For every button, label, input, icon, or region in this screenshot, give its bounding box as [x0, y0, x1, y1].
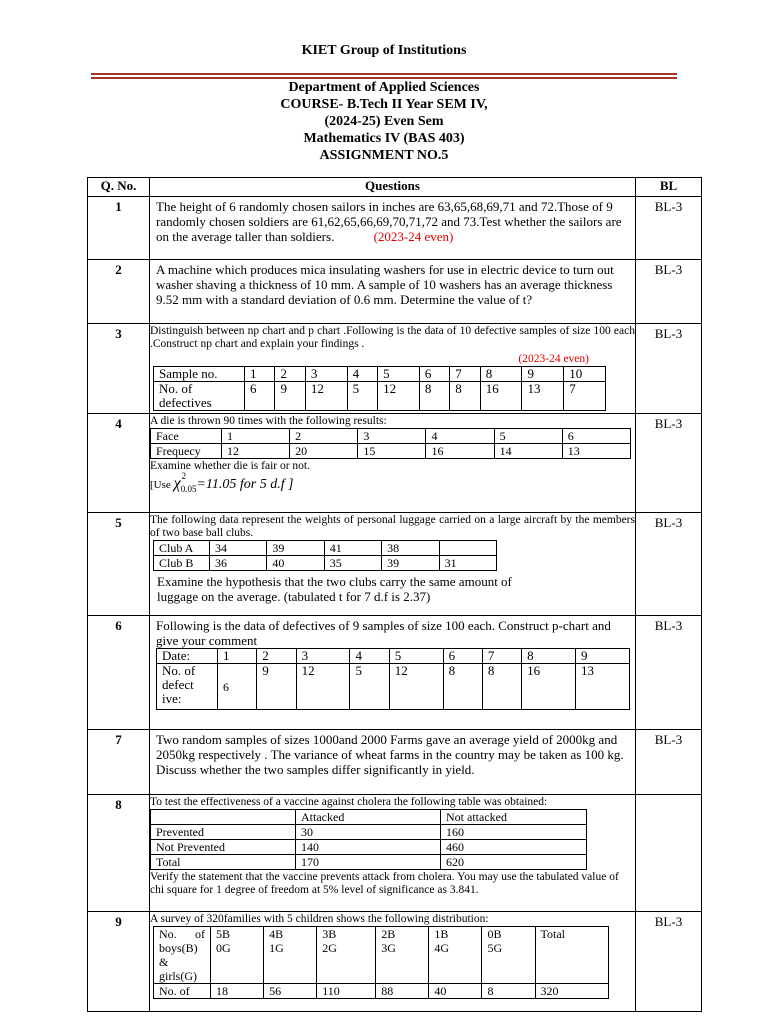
cell: 8 — [482, 664, 521, 710]
bl-level: BL-3 — [636, 616, 702, 730]
cell: 13 — [576, 664, 630, 710]
q4-intro: A die is thrown 90 times with the following results: — [150, 415, 387, 427]
cell: 620 — [441, 855, 587, 870]
cell: 40 — [429, 984, 482, 999]
row-label: No. of boys(B) & girls(G) — [154, 927, 211, 984]
cell: 160 — [441, 825, 587, 840]
question-text — [150, 616, 636, 730]
question-number: 8 — [88, 795, 150, 912]
q9-intro: A survey of 320families with 5 children shows the following distribution: — [150, 913, 489, 925]
question-text — [150, 414, 636, 513]
cell: 8 — [419, 382, 449, 411]
cell: 4 — [350, 649, 389, 664]
cell: 41 — [324, 541, 381, 556]
cell: 30 — [296, 825, 441, 840]
cat-b: 0B — [487, 927, 502, 941]
cat-b: 3B — [322, 927, 337, 941]
question-row-3 — [88, 324, 702, 414]
cell: 18 — [211, 984, 264, 999]
department-title: Department of Applied Sciences — [288, 80, 480, 95]
cell: 3 — [305, 367, 347, 382]
row-label: Club A — [154, 541, 210, 556]
bl-header: BL — [636, 178, 702, 197]
cell — [429, 927, 482, 984]
cell: 170 — [296, 855, 441, 870]
cell: 16 — [480, 382, 522, 411]
cell: 39 — [382, 556, 439, 571]
question-number: 7 — [88, 730, 150, 795]
q8-data-table — [150, 809, 587, 870]
q5-intro: The following data represent the weights of personal luggage carried on a large aircraft by the members of two base ball clubs. — [150, 514, 635, 539]
cell: 20 — [290, 444, 358, 459]
q3-tag: (2023-24 even) — [518, 353, 589, 365]
cell: 5 — [350, 664, 389, 710]
table-row — [154, 382, 606, 411]
cell: 10 — [564, 367, 606, 382]
cell: 5 — [389, 649, 443, 664]
cell: 8 — [522, 649, 576, 664]
qno-header: Q. No. — [88, 178, 150, 197]
table-row — [151, 855, 587, 870]
bl-level: BL-3 — [636, 414, 702, 513]
question-number: 1 — [88, 197, 150, 260]
cat-b: 4B — [269, 927, 284, 941]
question-row-7 — [88, 730, 702, 795]
cat-b: 5B — [216, 927, 231, 941]
row-label: Prevented — [151, 825, 296, 840]
question-text: Two random samples of sizes 1000and 2000 Farms gave an average yield of 2000kg and 2050kg respectively . The variance of wheat farms in the country may be taken as 100 kg. Discuss whether the two samples differ significantly in yield. — [150, 730, 636, 795]
cell: 12 — [222, 444, 290, 459]
question-row-2 — [88, 260, 702, 324]
table-row — [154, 367, 606, 382]
q4-use-prefix: [Use — [150, 479, 171, 491]
question-row-6 — [88, 616, 702, 730]
cell: 8 — [480, 367, 522, 382]
cell: 12 — [389, 664, 443, 710]
cell: 56 — [264, 984, 317, 999]
question-row-4 — [88, 414, 702, 513]
q9-data-table — [153, 926, 609, 999]
row-label: Sample no. — [154, 367, 245, 382]
cell: 4 — [426, 429, 494, 444]
course-title: COURSE- B.Tech II Year SEM IV, — [280, 97, 488, 112]
question-text: A machine which produces mica insulating washers for use in electric device to turn out washer shaving a thickness of 10 mm. A sample of 10 washers has an average thickness 9.52 mm with a standard deviation of 0.6 mm. Determine the value of t? — [150, 260, 636, 324]
chi-sup: 2 — [181, 471, 187, 481]
cat-g: 4G — [434, 941, 450, 955]
q5-after: Examine the hypothesis that the two clubs carry the same amount of luggage on the average. (tabulated t for 7 d.f is 2.37) — [157, 574, 512, 604]
cell: 9 — [522, 367, 564, 382]
cell: 7 — [564, 382, 606, 411]
cell: 6 — [245, 382, 275, 411]
cell: 38 — [382, 541, 439, 556]
table-row — [157, 664, 630, 710]
question-row-9 — [88, 912, 702, 1012]
cell: 35 — [324, 556, 381, 571]
cell: 3 — [358, 429, 426, 444]
cell: 8 — [443, 664, 482, 710]
bl-level: BL-3 — [636, 912, 702, 1012]
row-label: Not Prevented — [151, 840, 296, 855]
cell — [151, 810, 296, 825]
header-rule-top — [91, 73, 677, 75]
cat-g: 1G — [269, 941, 284, 955]
q4-formula-text: =11.05 for 5 d.f ] — [196, 477, 294, 492]
cell: 2 — [290, 429, 358, 444]
row-label: No. of defectives — [154, 382, 245, 411]
cell: 5 — [494, 429, 562, 444]
q8-intro: To test the effectiveness of a vaccine against cholera the following table was obtained: — [150, 796, 548, 808]
bl-level — [636, 795, 702, 912]
cell: 88 — [376, 984, 429, 999]
cell: 6 — [562, 429, 630, 444]
row-label: Club B — [154, 556, 210, 571]
cell: 1 — [222, 429, 290, 444]
row-label: Frequecy — [151, 444, 222, 459]
row-label: Date: — [157, 649, 218, 664]
table-row — [151, 444, 631, 459]
question-number: 2 — [88, 260, 150, 324]
question-text — [150, 912, 636, 1012]
cell — [376, 927, 429, 984]
q3-data-table — [153, 366, 606, 411]
table-row — [157, 649, 630, 664]
table-row — [154, 984, 609, 999]
cell: 6 — [218, 664, 257, 710]
cell: 5 — [347, 382, 377, 411]
q6-intro: Following is the data of defectives of 9 samples of size 100 each. Construct p-chart and give your comment — [156, 618, 611, 648]
q8-after: Verify the statement that the vaccine prevents attack from cholera. You may use the tabulated value of chi square for 1 degree of freedom at 5% level of significance as 3.841. — [150, 871, 619, 896]
q1-tag: (2023-24 even) — [373, 229, 454, 244]
question-number: 6 — [88, 616, 150, 730]
table-row — [154, 541, 497, 556]
cell: 34 — [210, 541, 267, 556]
cell — [482, 927, 535, 984]
question-text — [150, 513, 636, 616]
cell: 12 — [305, 382, 347, 411]
cat-b: 1B — [434, 927, 449, 941]
cell: 4 — [347, 367, 377, 382]
chi-symbol: χ 2 $_{0.05}$ — [173, 471, 197, 495]
cell: 31 — [439, 556, 496, 571]
q4-formula — [150, 471, 635, 496]
table-row — [154, 927, 609, 984]
questions-header: Questions — [150, 178, 636, 197]
question-number: 4 — [88, 414, 150, 513]
table-row — [151, 429, 631, 444]
cell: 12 — [378, 382, 420, 411]
cell: 3 — [296, 649, 350, 664]
row-label: No. of defect ive: — [157, 664, 218, 710]
cell: 6 — [419, 367, 449, 382]
cell: 12 — [296, 664, 350, 710]
question-text — [150, 197, 636, 260]
column-header: Not attacked — [441, 810, 587, 825]
question-row-8 — [88, 795, 702, 912]
question-text — [150, 795, 636, 912]
session-title: (2024-25) Even Sem — [324, 114, 444, 129]
bl-level: BL-3 — [636, 513, 702, 616]
cell: 7 — [482, 649, 521, 664]
q1-text: The height of 6 randomly chosen sailors in inches are 63,65,68,69,71 and 72.Those of 9 randomly chosen soldiers are 61,62,65,66,69,70,71,72 and 73.Test whether the sailors are on the average taller than soldiers. — [156, 199, 622, 244]
cell: 2 — [275, 367, 305, 382]
cell: 7 — [450, 367, 480, 382]
q6-data-table — [156, 648, 630, 710]
cell: 1 — [218, 649, 257, 664]
cell — [317, 927, 376, 984]
q4-after: Examine whether die is fair or not. — [150, 460, 310, 472]
cat-b: 2B — [381, 927, 396, 941]
cell: 14 — [494, 444, 562, 459]
cell: 8 — [450, 382, 480, 411]
table-row — [154, 556, 497, 571]
q5-data-table — [153, 540, 497, 571]
cell: 16 — [426, 444, 494, 459]
cat-g: 5G — [487, 941, 503, 955]
cat-g: 0G — [216, 941, 231, 955]
cell: 5 — [378, 367, 420, 382]
header-rule-bottom — [91, 77, 677, 79]
table-row — [151, 825, 587, 840]
cell: 36 — [210, 556, 267, 571]
bl-level: BL-3 — [636, 260, 702, 324]
question-row-1 — [88, 197, 702, 260]
cell — [211, 927, 264, 984]
cell: 9 — [257, 664, 296, 710]
cat-g: 2G — [322, 941, 337, 955]
row-label: No. of — [154, 984, 211, 999]
cell: 140 — [296, 840, 441, 855]
cat-g: 3G — [381, 941, 396, 955]
cell: 13 — [562, 444, 630, 459]
cell: 2 — [257, 649, 296, 664]
cell: 39 — [267, 541, 324, 556]
institute-name: KIET Group of Institutions — [301, 43, 467, 58]
table-row — [151, 840, 587, 855]
cell: 110 — [317, 984, 376, 999]
table-header-row — [88, 178, 702, 197]
row-label: Face — [151, 429, 222, 444]
bl-level: BL-3 — [636, 197, 702, 260]
cell: 1 — [245, 367, 275, 382]
cell: 9 — [576, 649, 630, 664]
question-text — [150, 324, 636, 414]
cell: 15 — [358, 444, 426, 459]
question-number: 5 — [88, 513, 150, 616]
table-row — [151, 810, 587, 825]
assignment-title: ASSIGNMENT NO.5 — [319, 148, 449, 163]
bl-level: BL-3 — [636, 324, 702, 414]
cell: 40 — [267, 556, 324, 571]
cell: 460 — [441, 840, 587, 855]
chi-sub: 0.05 — [180, 484, 197, 495]
cell — [264, 927, 317, 984]
question-row-5 — [88, 513, 702, 616]
assignment-table — [87, 177, 702, 1012]
q3-text: Distinguish between np chart and p chart .Following is the data of 10 defective samples of size 100 each .Construct np chart and explain your findings . — [150, 325, 635, 350]
cell: 320 — [535, 984, 608, 999]
question-number: 3 — [88, 324, 150, 414]
cell: 6 — [443, 649, 482, 664]
q4-data-table — [150, 428, 631, 459]
cell — [439, 541, 496, 556]
cell: 13 — [522, 382, 564, 411]
question-number: 9 — [88, 912, 150, 1012]
cell: 8 — [482, 984, 535, 999]
column-header: Attacked — [296, 810, 441, 825]
bl-level: BL-3 — [636, 730, 702, 795]
cell: 16 — [522, 664, 576, 710]
cell: 9 — [275, 382, 305, 411]
row-label: Total — [151, 855, 296, 870]
subject-title: Mathematics IV (BAS 403) — [303, 131, 465, 146]
column-header: Total — [535, 927, 608, 984]
